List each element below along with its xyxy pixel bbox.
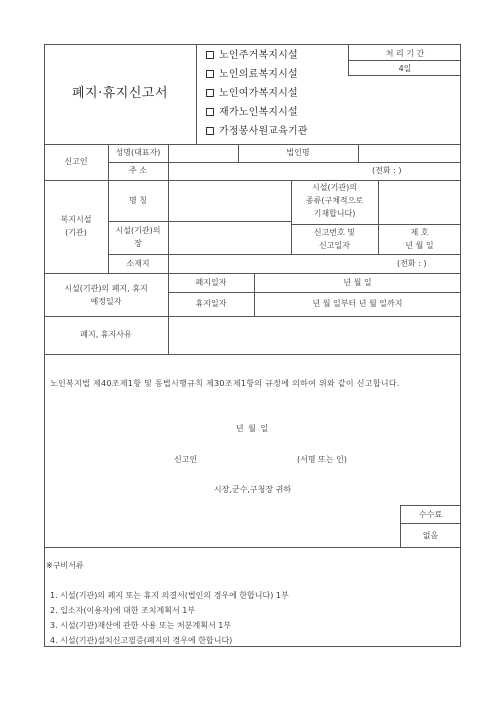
frame-right: [460, 44, 461, 647]
facility-type-label-3: 기재합니다): [313, 209, 356, 218]
facility-option-label: 노인여가복지시설: [219, 88, 298, 99]
reporter-address-field[interactable]: [169, 163, 369, 180]
facility-option-medical[interactable]: [206, 69, 298, 81]
facility-option-label: 재가노인복지시설: [219, 107, 298, 118]
facility-type-label-1: 시설(기관)의: [312, 183, 357, 192]
declaration-text: 노인복지법 제40조제1항 및 동법시행규칙 제30조제1항의 규정에 의하여 위와 같이 신고합니다.: [50, 379, 400, 388]
row-line-9: [44, 354, 461, 355]
document-item: 1. 시설(기관)의 폐지 또는 휴지 의결서(법인의 경우에 한합니다) 1부: [50, 591, 289, 600]
facility-name-label: 명 칭: [129, 196, 147, 205]
close-date-label: 폐지일자: [195, 278, 227, 287]
reason-field[interactable]: [169, 317, 460, 354]
checkbox-icon[interactable]: [206, 108, 214, 116]
schedule-section-label-1: 시설(기관)의 폐지, 휴지: [64, 284, 148, 293]
fee-value: 없음: [422, 531, 439, 540]
checkbox-icon[interactable]: [206, 89, 214, 97]
facility-type-label-2: 종류(구체적으로: [305, 196, 364, 205]
document-item: 2. 입소자(이용자)에 대한 조치계획서 1부: [50, 606, 196, 615]
row-line-10: [44, 547, 461, 548]
addressee: 시장,군수,구청장 귀하: [213, 485, 292, 494]
fee-top: [400, 505, 461, 506]
facility-regno-label-2: 신고일자: [319, 241, 350, 250]
fee-mid: [400, 523, 461, 524]
facility-regno-label-1: 신고번호 및: [313, 228, 356, 237]
frame-top: [44, 44, 461, 45]
close-date-value[interactable]: 년 월 일: [343, 278, 372, 287]
row-line-6: [44, 273, 461, 274]
reporter-name-field[interactable]: [169, 145, 238, 162]
facility-section-label: 복지시설: [60, 215, 92, 224]
period-box-bottom: [348, 75, 461, 76]
facility-type-field[interactable]: [379, 181, 460, 224]
facility-option-label: 노인의료복지시설: [219, 69, 298, 80]
document-item: 4. 시설(기관)설치신고필증(폐지의 경우에 한합니다): [50, 636, 233, 645]
documents-heading: ※구비서류: [46, 561, 84, 570]
reporter-phone: (전화 : ): [372, 166, 402, 175]
frame-bottom: [44, 646, 461, 647]
checkbox-icon[interactable]: [206, 70, 214, 78]
suspend-date-label: 휴지일자: [195, 299, 227, 308]
row-line-4b: [291, 224, 461, 225]
facility-head-label-2: 장: [134, 239, 142, 248]
suspend-date-value[interactable]: 년 월 일부터 년 월 일까지: [312, 299, 403, 308]
form-title: 폐지·휴지신고서: [71, 86, 169, 101]
reason-label: 폐지, 휴지사유: [80, 330, 132, 339]
frame-left: [44, 44, 45, 647]
reporter-corp-label: 법인명: [286, 148, 310, 157]
facility-name-field[interactable]: [169, 181, 291, 221]
facility-option-label: 노인주거복지시설: [219, 50, 298, 61]
checkbox-icon[interactable]: [206, 127, 214, 135]
reporter-name-label: 성명(대표자): [115, 148, 161, 157]
signer-label: 신고인: [174, 455, 198, 464]
facility-phone: (전화 : ): [397, 259, 427, 268]
document-item: 3. 시설(기관)재산에 관한 사용 또는 처분계획서 1부: [50, 621, 232, 630]
facility-head-label-1: 시설(기관)의: [115, 226, 161, 235]
facility-section-label-2: (기관): [65, 228, 87, 237]
facility-location-field[interactable]: [169, 255, 389, 273]
reporter-section-label: 신고인: [64, 157, 88, 166]
facility-option-leisure[interactable]: [206, 88, 298, 100]
facility-option-label: 가정봉사원교육기관: [219, 126, 308, 137]
facility-option-education[interactable]: [206, 126, 308, 138]
facility-location-label: 소재지: [126, 259, 150, 268]
facility-head-field[interactable]: [169, 222, 291, 254]
schedule-section-label-2: 예정일자: [90, 297, 122, 306]
reporter-corp-field[interactable]: [359, 145, 460, 162]
declaration-date: 년 월 일: [235, 424, 270, 433]
facility-option-homecare[interactable]: [206, 107, 298, 119]
row-line-7: [168, 292, 461, 293]
processing-period-label: 처 리 기 간: [385, 49, 425, 58]
fee-label: 수수료: [418, 510, 443, 519]
signature-field[interactable]: (서명 또는 인): [297, 455, 347, 464]
facility-regno-value: 제 호: [410, 228, 429, 237]
facility-regdate-value: 년 월 일: [405, 241, 434, 250]
col-line-reporter: [108, 144, 109, 273]
checkbox-icon[interactable]: [206, 51, 214, 59]
period-box-mid: [348, 60, 461, 61]
reporter-address-label: 주 소: [129, 166, 147, 175]
facility-option-residential[interactable]: [206, 50, 298, 62]
header-divider: [196, 44, 197, 144]
processing-period-value: 4일: [398, 64, 412, 73]
